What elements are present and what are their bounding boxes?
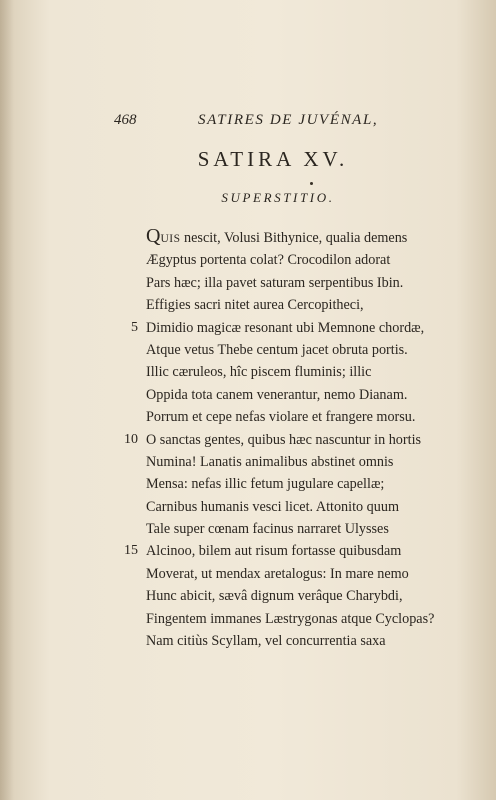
verse-line: [146, 406, 476, 428]
verse-line-text: Effigies sacri nitet aurea Cercopitheci,: [146, 297, 364, 314]
page-header: [114, 112, 424, 134]
verse-line-text: Illic cæruleos, hîc piscem fluminis; illic: [146, 364, 372, 381]
verse-line-text: Oppida tota canem venerantur, nemo Dianam.: [146, 386, 408, 403]
verse-line-text: Nam citiùs Scyllam, vel concurrentia saxa: [146, 633, 386, 650]
verse-line-text: Carnibus humanis vesci licet. Attonito quum: [146, 498, 399, 515]
verse-line: [146, 272, 476, 294]
ornament-dot: [310, 182, 313, 185]
verse-line-text: Tale super cœnam facinus narraret Ulysses: [146, 521, 389, 538]
verse-line: [146, 227, 476, 249]
verse-line: [146, 608, 476, 630]
verse-line-text: Fingentem immanes Læstrygonas atque Cyclopas?: [146, 610, 435, 627]
verse-line: [124, 429, 476, 451]
verse-line-text: Mensa: nefas illic fetum jugulare capellæ;: [146, 476, 385, 493]
running-head: SATIRES DE JUVÉNAL,: [198, 112, 379, 128]
satire-subtitle: SUPERSTITIO.: [221, 190, 335, 205]
verse-line-text: Dimidio magicæ resonant ubi Memnone chordæ,: [146, 319, 425, 336]
verse-line-text: Porrum et cepe nefas violare et frangere morsu.: [146, 409, 416, 426]
verse-line-text: nescit, Volusi Bithynice, qualia demens: [180, 230, 408, 246]
verse-line: [146, 339, 476, 361]
verse-line: [146, 563, 476, 585]
verse-line-text: Atque vetus Thebe centum jacet obruta portis.: [146, 341, 408, 358]
verse-line: [146, 518, 476, 540]
verse-line: [124, 540, 476, 562]
verse-line-text: Alcinoo, bilem aut risum fortasse quibusdam: [146, 543, 402, 560]
line-number: 15: [124, 543, 138, 559]
page-number: 468: [114, 112, 137, 128]
verse-line-text: O sanctas gentes, quibus hæc nascuntur in hortis: [146, 431, 422, 448]
verse-line-text: Hunc abicit, sævâ dignum verâque Charybdi,: [146, 588, 403, 605]
verse-line-text: Numina! Lanatis animalibus abstinet omnis: [146, 453, 394, 470]
small-caps-word: UIS: [160, 233, 181, 245]
line-number: 5: [131, 319, 138, 335]
verse-line: [146, 473, 476, 495]
verse-line: [146, 630, 476, 652]
verse-line: [146, 384, 476, 406]
verse-line: [146, 451, 476, 473]
verse-line: [146, 361, 476, 383]
verse-line: [146, 294, 476, 316]
verse-line: [146, 585, 476, 607]
verse-line: [146, 249, 476, 271]
verse-line: [146, 496, 476, 518]
verse-line-text: Pars hæc; illa pavet saturam serpentibus Ibin.: [146, 274, 404, 291]
verse-block: [124, 225, 476, 652]
verse-line-text: Moverat, ut mendax aretalogus: In mare nemo: [146, 565, 409, 582]
verse-line-text: Ægyptus portenta colat? Crocodilon adorat: [146, 252, 391, 269]
drop-cap: Q: [146, 225, 161, 247]
verse-line: [131, 317, 476, 339]
satire-title: SATIRA XV.: [197, 147, 349, 171]
page-gutter-shadow: [0, 0, 14, 800]
line-number: 10: [124, 431, 138, 447]
